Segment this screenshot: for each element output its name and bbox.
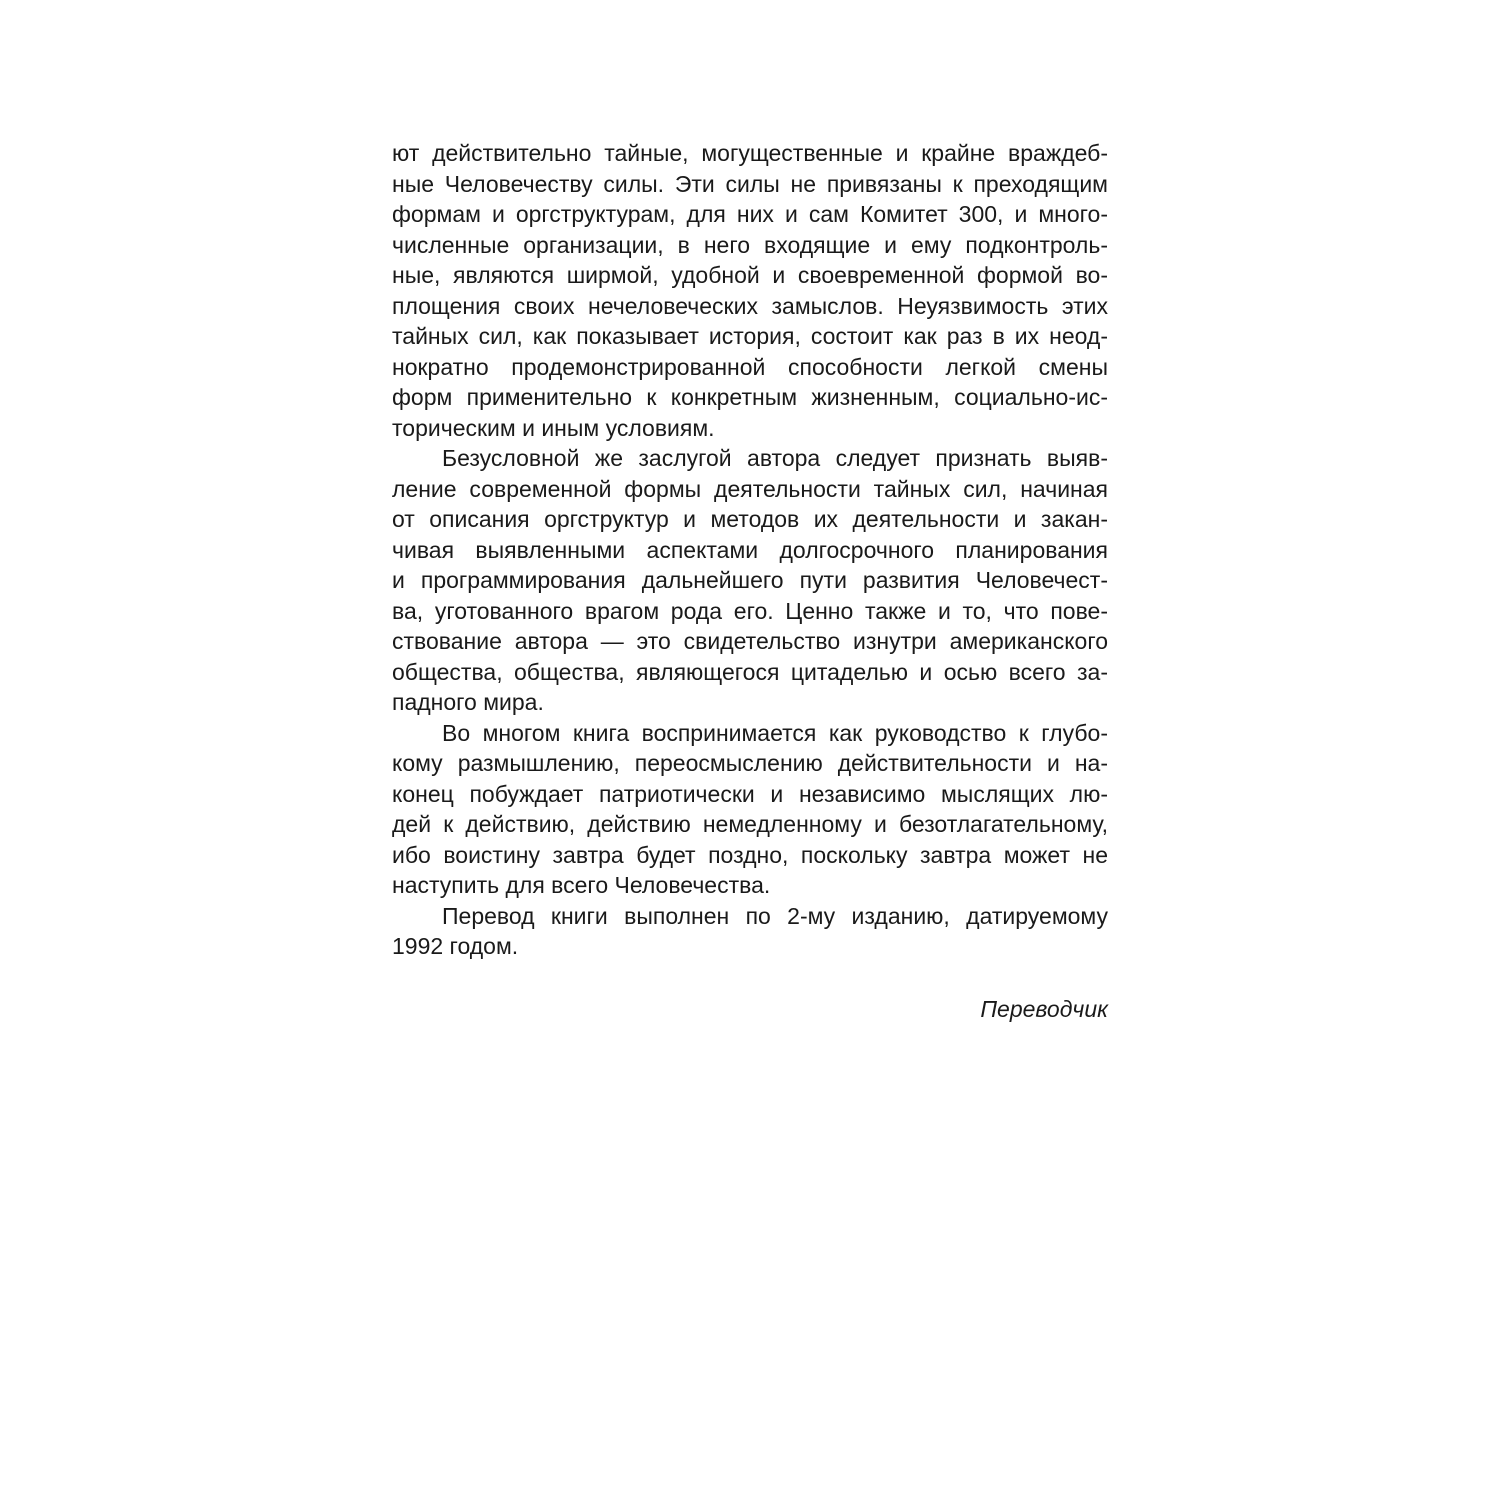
- text-line: конец побуждает патриотически и независимо мыслящих лю-: [392, 780, 1108, 807]
- text-line: кому размышлению, переосмыслению действительности и на-: [392, 750, 1108, 776]
- text-line: наступить для всего Человечества.: [392, 872, 771, 898]
- text-line: Во многом книга воспринимается как руководство к глубо-: [442, 719, 1108, 746]
- signature-block: [392, 138, 1108, 1038]
- text-line: и программирования дальнейшего пути развития Человечест-: [392, 567, 1108, 593]
- text-line: нократно продемонстрированной способности легкой смены: [392, 353, 1108, 380]
- signature: Переводчик: [980, 996, 1108, 1022]
- text-line: ют действительно тайные, могущественные и крайне враждеб-: [392, 140, 1108, 166]
- text-line: Перевод книги выполнен по 2-му изданию, датируемому: [442, 902, 1108, 929]
- text-line: формам и оргструктурам, для них и сам Комитет 300, и много-: [392, 201, 1108, 227]
- text-line: торическим и иным условиям.: [392, 414, 715, 441]
- text-line: чивая выявленными аспектами долгосрочного планирования: [392, 536, 1108, 563]
- text-line: падного мира.: [392, 689, 544, 715]
- text-line: 1992 годом.: [392, 933, 519, 959]
- text-line: площения своих нечеловеческих замыслов. Неуязвимость этих: [392, 292, 1108, 319]
- text-line: ибо воистину завтра будет поздно, поскольку завтра может не: [392, 841, 1108, 868]
- text-line: Безусловной же заслугой автора следует признать выяв-: [442, 445, 1108, 471]
- text-line: общества, общества, являющегося цитаделью и осью всего за-: [392, 658, 1108, 685]
- text-line: от описания оргструктур и методов их деятельности и закан-: [392, 506, 1108, 532]
- text-line: форм применительно к конкретным жизненным, социально-ис-: [392, 384, 1108, 410]
- text-line: дей к действию, действию немедленному и безотлагательному,: [392, 811, 1108, 837]
- text-line: тайных сил, как показывает история, состоит как раз в их неод-: [392, 323, 1108, 349]
- text-line: ва, уготованного врагом рода его. Ценно также и то, что пове-: [392, 597, 1108, 624]
- text-line: численные организации, в него входящие и ему подконтроль-: [392, 231, 1108, 258]
- text-line: ление современной формы деятельности тайных сил, начиная: [392, 475, 1108, 502]
- text-line: ствование автора — это свидетельство изнутри американского: [392, 628, 1108, 654]
- text-line: ные, являются ширмой, удобной и своевременной формой во-: [392, 262, 1108, 288]
- text-line: ные Человечеству силы. Эти силы не привязаны к преходящим: [392, 170, 1108, 197]
